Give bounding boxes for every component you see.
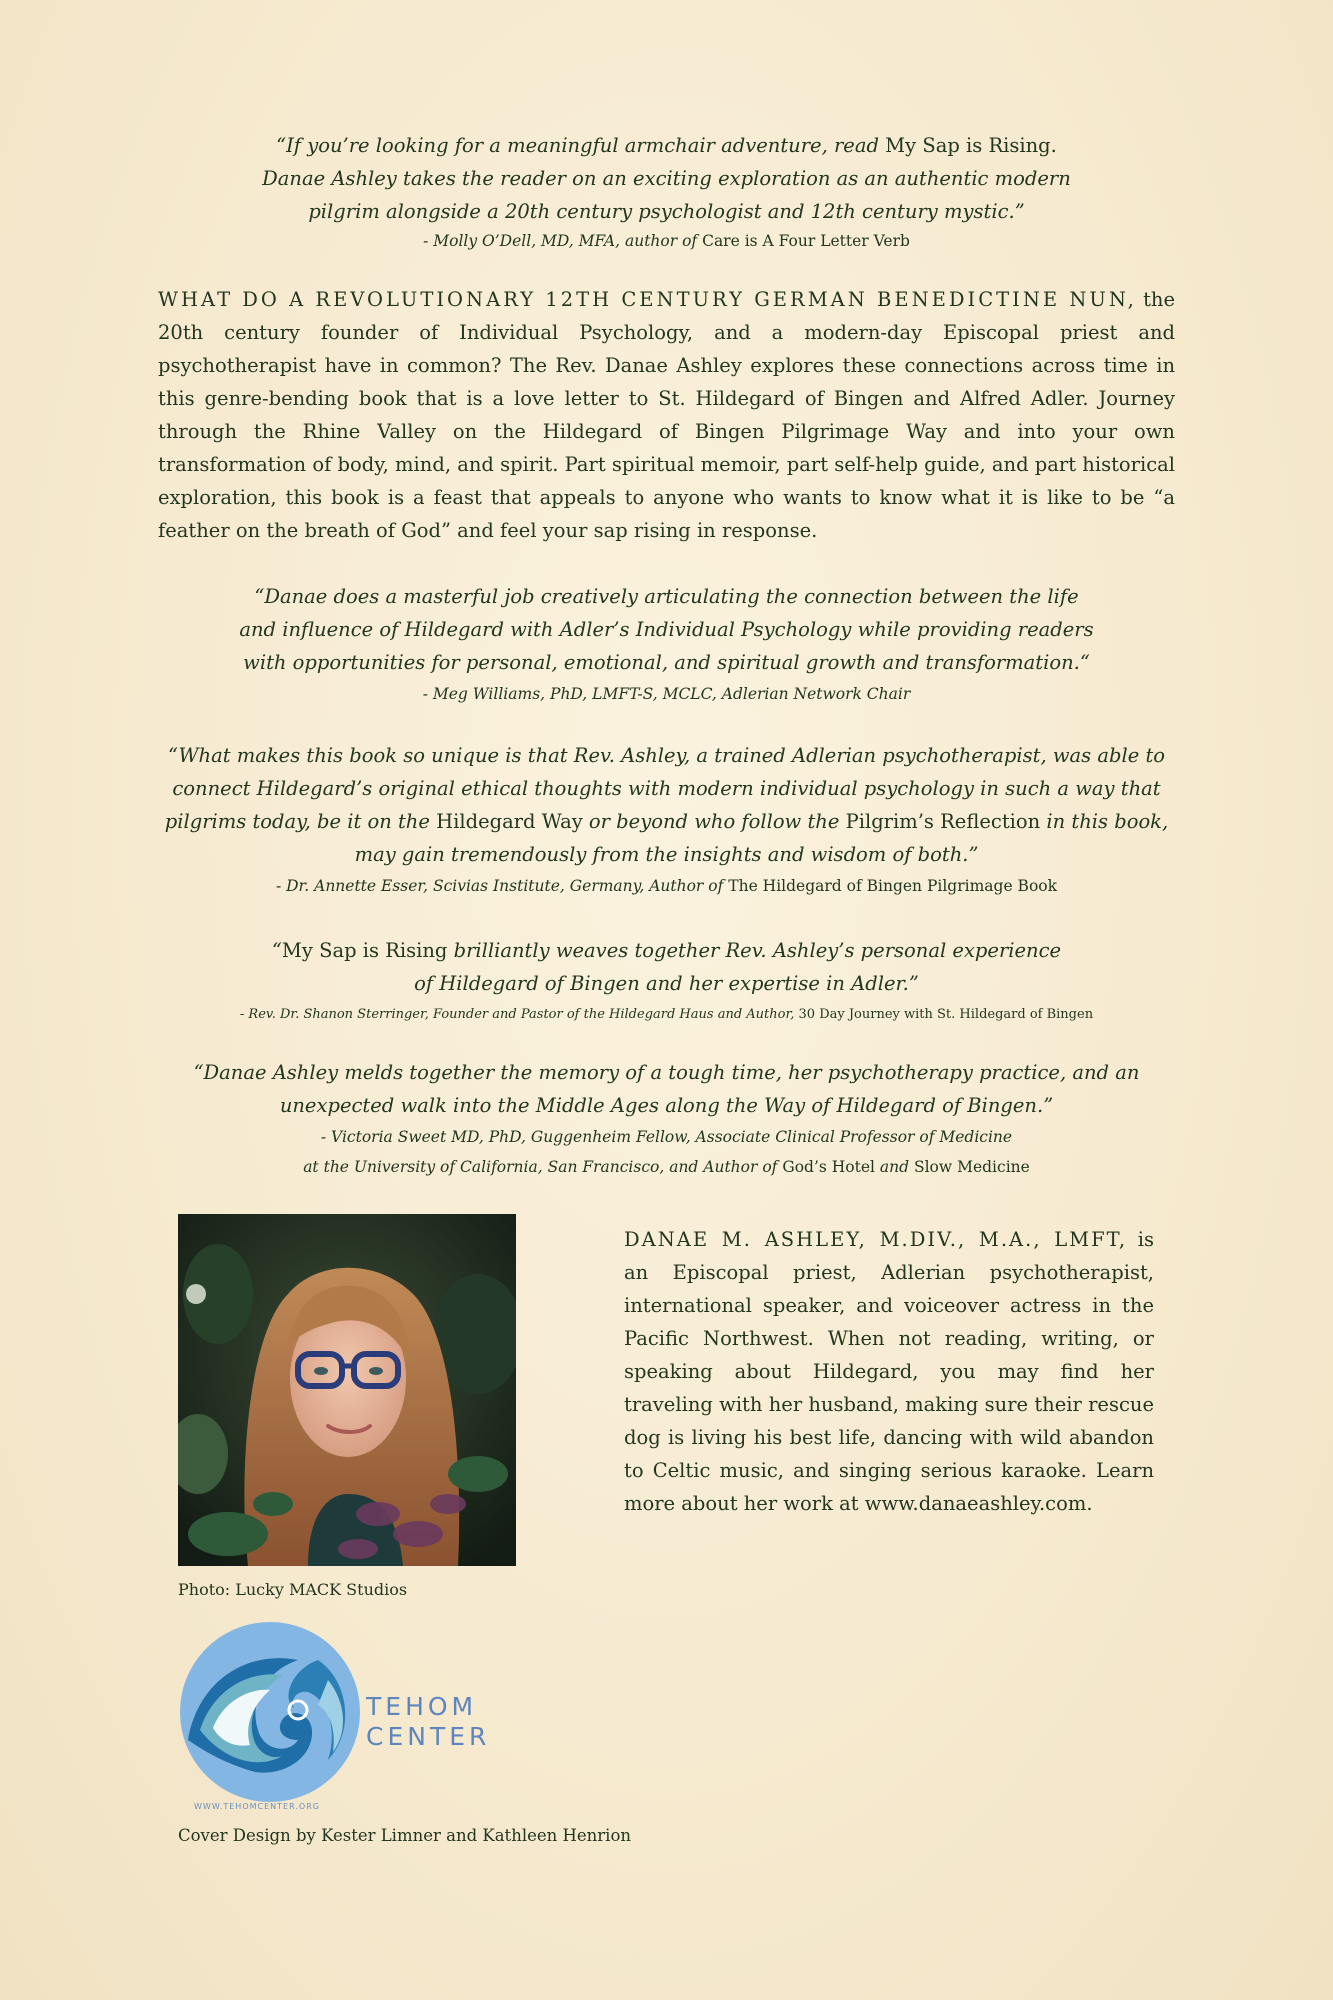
quote-line: “My Sap is Rising brilliantly weaves together Rev. Ashley’s personal experience (271, 939, 1062, 962)
description-lead: WHAT DO A REVOLUTIONARY 12TH CENTURY GERMAN BENEDICTINE NUN, (158, 288, 1137, 311)
author-photo (178, 1214, 516, 1566)
endorsement-sweet (140, 1056, 1193, 1182)
quote-line: pilgrim alongside a 20th century psychologist and 12th century mystic.” (308, 200, 1025, 223)
tehom-center-logo (178, 1620, 518, 1820)
wave-icon (178, 1620, 362, 1804)
logo-url: WWW.TEHOMCENTER.ORG (194, 1802, 320, 1811)
photo-caption: Photo: Lucky MACK Studios (178, 1580, 408, 1599)
quote-attribution: - Rev. Dr. Shanon Sterringer, Founder and Pastor of the Hildegard Haus and Author, 30 Day Journey with St. Hildegard of Bingen (239, 1007, 1094, 1022)
endorsement-sterringer (140, 934, 1193, 1030)
quote-line: of Hildegard of Bingen and her expertise in Adler.” (414, 972, 919, 995)
quote-line: “Danae Ashley melds together the memory of a tough time, her psychotherapy practice, and an (193, 1061, 1140, 1084)
quote-line: unexpected walk into the Middle Ages along the Way of Hildegard of Bingen.” (279, 1094, 1054, 1117)
quote-line: “Danae does a masterful job creatively articulating the connection between the life (254, 585, 1079, 608)
quote-line: and influence of Hildegard with Adler’s Individual Psychology while providing readers (239, 618, 1094, 641)
quote-line: connect Hildegard’s original ethical thoughts with modern individual psychology in such a way that (172, 777, 1161, 800)
quote-attribution: - Victoria Sweet MD, PhD, Guggenheim Fellow, Associate Clinical Professor of Medicine (320, 1128, 1013, 1146)
endorsement-williams (140, 580, 1193, 709)
quote-line: pilgrims today, be it on the Hildegard Way or beyond who follow the Pilgrim’s Reflection in this book, (164, 810, 1169, 833)
quote-line: with opportunities for personal, emotional, and spiritual growth and transformation.“ (243, 651, 1090, 674)
quote-attribution: at the University of California, San Francisco, and Author of God’s Hotel and Slow Medicine (303, 1158, 1030, 1176)
description-body: the 20th century founder of Individual Psychology, and a modern-day Episcopal priest and psychotherapist have in common? The Rev. Danae Ashley explores these connections across time in this genre-bending book that is a love letter to St. Hildegard of Bingen and Alfred Adler. Journey through the Rhine Valley on the Hildegard of Bingen Pilgrimage Way and into your own transformation of body, mind, and spirit. Part spiritual memoir, part self-help guide, and part historical exploration, this book is a feast that appeals to anyone who wants to know what it is like to be “a feather on the breath of God” and feel your sap rising in response. (158, 288, 1176, 542)
quote-line: “If you’re looking for a meaningful armchair adventure, read My Sap is Rising. (276, 134, 1057, 157)
author-bio (624, 1223, 1154, 1520)
endorsement-odell (140, 129, 1193, 254)
cover-design-credit: Cover Design by Kester Limner and Kathleen Henrion (178, 1826, 632, 1845)
book-description (158, 283, 1175, 547)
quote-line: may gain tremendously from the insights and wisdom of both.” (354, 843, 979, 866)
quote-attribution: - Molly O’Dell, MD, MFA, author of Care is A Four Letter Verb (423, 232, 910, 250)
quote-attribution: - Dr. Annette Esser, Scivias Institute, Germany, Author of The Hildegard of Bingen Pilgrimage Book (275, 877, 1058, 895)
quote-attribution: - Meg Williams, PhD, LMFT-S, MCLC, Adlerian Network Chair (422, 685, 911, 703)
logo-text: TEHOM CENTER (366, 1692, 491, 1751)
quote-line: “What makes this book so unique is that Rev. Ashley, a trained Adlerian psychotherapist, was able to (167, 744, 1166, 767)
endorsement-esser (140, 739, 1193, 901)
bio-body: is an Episcopal priest, Adlerian psychotherapist, international speaker, and voiceover actress in the Pacific Northwest. When not reading, writing, or speaking about Hildegard, you may find her traveling with her husband, making sure their rescue dog is living his best life, dancing with wild abandon to Celtic music, and singing serious karaoke. Learn more about her work at www.danaeashley.com. (624, 1228, 1154, 1515)
bio-lead: DANAE M. ASHLEY, M.DIV., M.A., LMFT, (624, 1228, 1128, 1251)
quote-line: Danae Ashley takes the reader on an exciting exploration as an authentic modern (262, 167, 1071, 190)
